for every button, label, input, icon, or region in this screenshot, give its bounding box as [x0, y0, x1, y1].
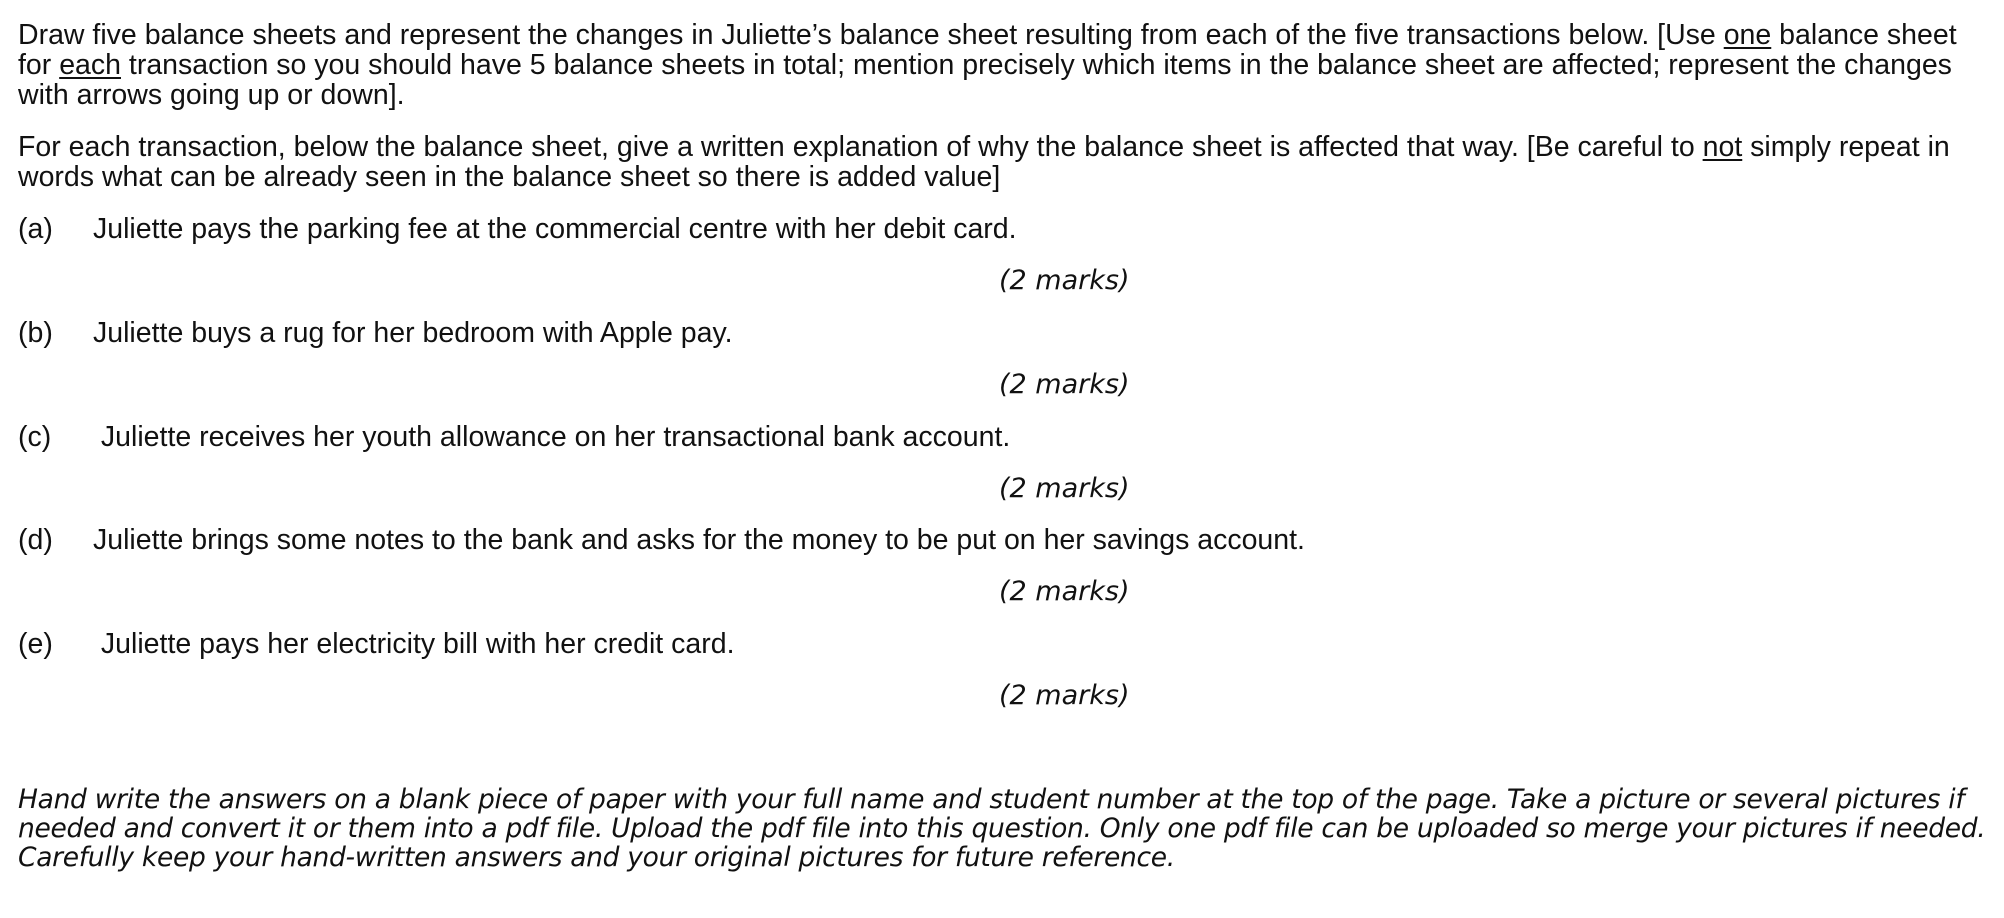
question-e: [18, 629, 735, 659]
underlined-one: one: [1723, 19, 1772, 51]
question-b: [18, 318, 733, 348]
question-text: Juliette receives her youth allowance on her transactional bank account.: [93, 421, 1011, 453]
question-label: (c): [18, 421, 52, 453]
instructions-text: balance sheet for: [18, 19, 1957, 81]
marks-b: (2 marks): [999, 369, 1130, 400]
question-text: Juliette buys a rug for her bedroom with Apple pay.: [93, 317, 733, 349]
question-label: (d): [18, 524, 53, 556]
question-text: Juliette pays her electricity bill with her credit card.: [93, 628, 735, 660]
instructions-text: transaction so you should have 5 balance sheets in total; mention precisely which items in the balance sheet are affected; represent the changes with arrows going up or down].: [18, 49, 1952, 111]
submission-instructions: Hand write the answers on a blank piece of paper with your full name and student number at the top of the page. Take a picture or several pictures if needed and convert it or them into a pdf file. Upload the pdf file into this question. Only one pdf file can be uploaded so merge your pictures if needed. Carefully keep your hand-written answers and your original pictures for future reference.: [18, 784, 1986, 873]
underlined-not: not: [1702, 131, 1743, 163]
marks-d: (2 marks): [999, 576, 1130, 607]
marks-c: (2 marks): [999, 473, 1130, 504]
underlined-each: each: [59, 49, 121, 81]
question-text: Juliette pays the parking fee at the commercial centre with her debit card.: [93, 213, 1017, 245]
question-d: [18, 525, 1305, 555]
marks-e: (2 marks): [999, 680, 1130, 711]
instructions-paragraph-2: [18, 132, 1988, 192]
question-label: (e): [18, 628, 53, 660]
instructions-text: simply repeat in words what can be already seen in the balance sheet so there is added value]: [18, 131, 1950, 193]
instructions-text: For each transaction, below the balance sheet, give a written explanation of why the balance sheet is affected that way. [Be careful to: [18, 131, 1703, 163]
question-label: (b): [18, 317, 53, 349]
question-label: (a): [18, 213, 53, 245]
question-text: Juliette brings some notes to the bank and asks for the money to be put on her savings account.: [93, 524, 1305, 556]
question-c: [18, 422, 1010, 452]
instructions-text: Draw five balance sheets and represent the changes in Juliette’s balance sheet resulting from each of the five transactions below. [Use: [18, 19, 1724, 51]
marks-a: (2 marks): [999, 265, 1130, 296]
instructions-paragraph-1: [18, 20, 1988, 110]
question-a: [18, 214, 1017, 244]
